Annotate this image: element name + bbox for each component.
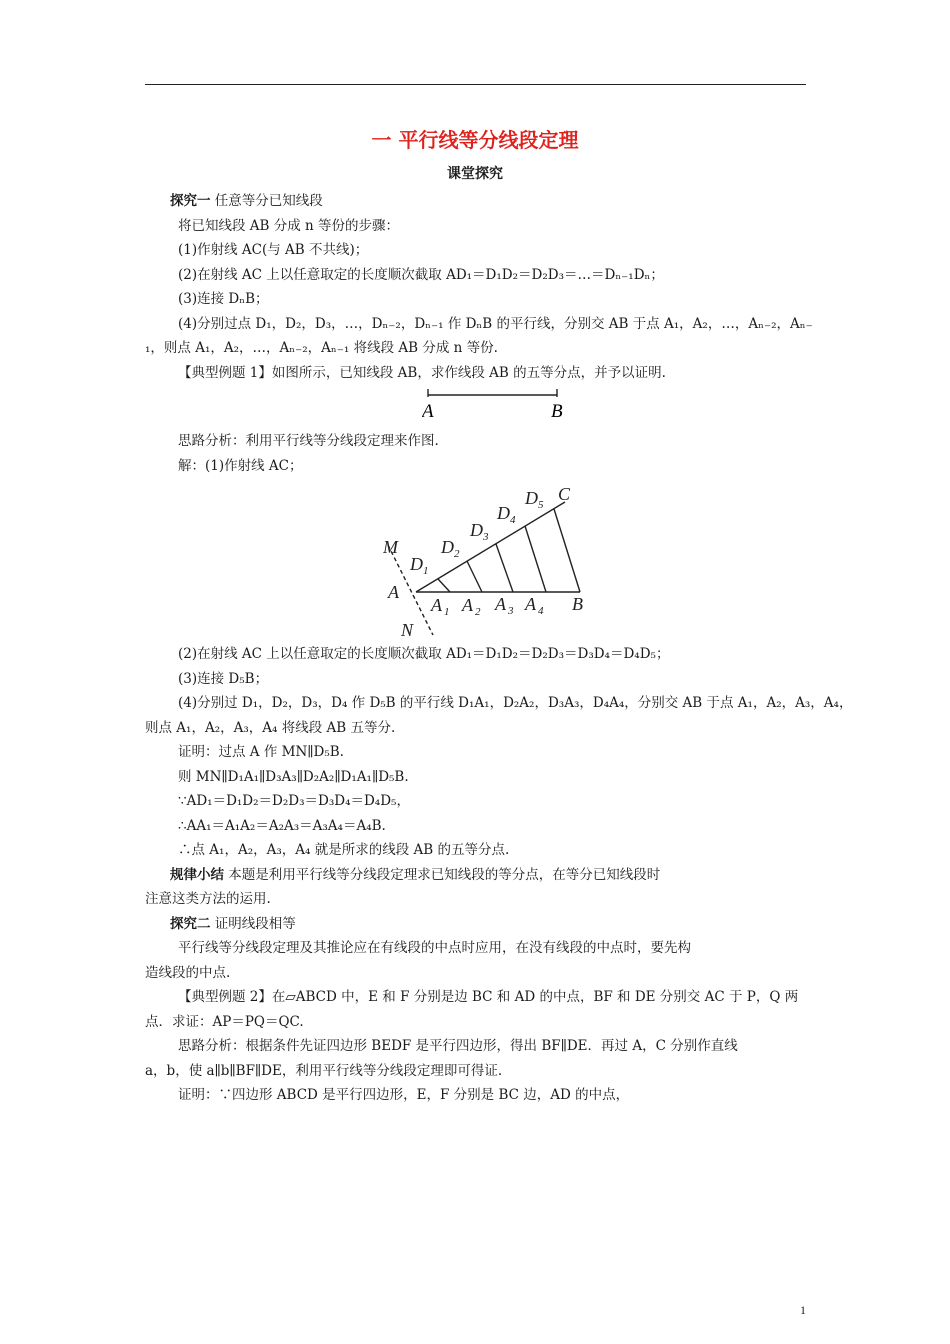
line-text: 证明：∵四边形 ABCD 是平行四边形，E，F 分别是 BC 边，AD 的中点， (178, 1087, 630, 1103)
line-text: (4)分别过 D₁，D₂，D₃，D₄ 作 D₅B 的平行线 D₁A₁，D₂A₂，D₃A₃，D₄A₄，分别交 AB 于点 A₁，A₂，A₃，A₄， (178, 695, 853, 711)
line-text: a，b，使 a∥b∥BF∥DE，利用平行线等分线段定理即可得证. (145, 1062, 503, 1079)
page-title: 一 平行线等分线段定理 (371, 128, 579, 152)
label-a: A (422, 401, 434, 422)
segment-d3a3 (496, 544, 513, 592)
text-line (170, 667, 810, 692)
text-line (170, 312, 813, 337)
figure-segment-ab (422, 389, 572, 425)
line-text: 注意这类方法的运用. (145, 891, 271, 907)
label-d3-sub: 3 (483, 531, 489, 543)
section-heading-line (170, 863, 810, 888)
line-text: 本题是利用平行线等分线段定理求已知线段的等分点，在等分已知线段时 (224, 866, 661, 883)
section-subtitle: 课堂探究 (447, 166, 503, 182)
segment-d1a1 (438, 579, 450, 592)
line-text: 思路分析：根据条件先证四边形 BEDF 是平行四边形，得出 BF∥DE．再过 A，C 分别作直线 (178, 1038, 738, 1054)
text-line (170, 214, 810, 239)
text-line (170, 789, 810, 814)
text-line (170, 361, 810, 386)
label-a1: A (431, 595, 442, 615)
line-text: 造线段的中点. (145, 964, 231, 981)
line-text: (2)在射线 AC 上以任意取定的长度顺次截取 AD₁＝D₁D₂＝D₂D₃＝…＝Dₙ₋₁Dₙ； (178, 266, 664, 283)
text-line (170, 642, 810, 667)
text-line (170, 814, 810, 839)
line-text: 平行线等分线段定理及其推论应在有线段的中点时应用，在没有线段的中点时，要先构 (178, 940, 691, 956)
text-line (145, 887, 810, 912)
label-d2-sub: 2 (454, 548, 460, 560)
text-line (170, 765, 810, 790)
line-text: ∴点 A₁，A₂，A₃，A₄ 就是所求的线段 AB 的五等分点. (178, 842, 510, 858)
bold-label: 探究二 (170, 915, 211, 932)
text-line (170, 985, 810, 1010)
line-text: (1)作射线 AC(与 AB 不共线)； (178, 242, 369, 258)
text-line (145, 961, 810, 986)
label-a2-sub: 2 (475, 606, 481, 618)
label-a2: A (462, 595, 473, 615)
line-text: 则点 A₁，A₂，A₃，A₄ 将线段 AB 五等分. (145, 719, 396, 736)
label-a1-sub: 1 (444, 606, 450, 618)
label-d1: D (410, 554, 423, 574)
text-line (145, 1059, 810, 1084)
line-text: 则 MN∥D₁A₁∥D₃A₃∥D₂A₂∥D₁A₁∥D₅B. (178, 768, 409, 785)
text-line (170, 238, 810, 263)
label-a4-sub: 4 (538, 605, 544, 617)
line-text: (2)在射线 AC 上以任意取定的长度顺次截取 AD₁＝D₁D₂＝D₂D₃＝D₃D₄＝D₄D₅； (178, 646, 670, 662)
line-text: (3)连接 DₙB； (178, 291, 269, 307)
label-d5: D (525, 488, 538, 508)
bold-label: 探究一 (170, 193, 211, 209)
text-line (170, 838, 810, 863)
text-line (170, 1034, 810, 1059)
segment-d4a4 (525, 526, 546, 592)
text-line (170, 936, 810, 961)
section-heading-line (170, 189, 810, 214)
line-text: 点．求证：AP＝PQ＝QC. (145, 1013, 304, 1030)
label-d4: D (497, 503, 510, 523)
text-line (145, 1010, 810, 1035)
label-b: B (572, 594, 583, 614)
text-line (145, 716, 810, 741)
page-number: 1 (800, 1303, 806, 1317)
label-m: M (383, 537, 398, 557)
line-text: 将已知线段 AB 分成 n 等份的步骤： (178, 217, 400, 234)
section-heading-line (170, 912, 810, 937)
label-d4-sub: 4 (510, 514, 516, 526)
label-c: C (558, 484, 571, 504)
segment-d5b (554, 509, 580, 592)
label-b: B (551, 401, 563, 422)
ray-ac (416, 502, 565, 592)
text-line (170, 263, 810, 288)
text-line (170, 454, 810, 479)
text-line (170, 740, 810, 765)
line-text: ∴AA₁＝A₁A₂＝A₂A₃＝A₃A₄＝A₄B. (178, 817, 386, 834)
line-text: 【典型例题 2】在▱ABCD 中，E 和 F 分别是边 BC 和 AD 的中点，BF 和 DE 分别交 AC 于 P，Q 两 (178, 989, 799, 1005)
segment-d2a2 (467, 561, 482, 592)
label-d2: D (441, 537, 454, 557)
line-text: 证明线段相等 (210, 915, 296, 932)
document-body (145, 189, 853, 1108)
line-text: ₁，则点 A₁，A₂，…，Aₙ₋₂，Aₙ₋₁ 将线段 AB 分成 n 等份. (145, 340, 498, 356)
line-text: ∵AD₁＝D₁D₂＝D₂D₃＝D₃D₄＝D₄D₅， (178, 793, 410, 809)
line-text: 思路分析：利用平行线等分线段定理来作图. (178, 433, 439, 449)
label-d1-sub: 1 (423, 565, 429, 577)
text-line (170, 287, 810, 312)
label-a3: A (495, 594, 506, 614)
line-text: 证明：过点 A 作 MN∥D₅B. (178, 744, 344, 760)
label-a: A (388, 582, 399, 602)
line-text: 任意等分已知线段 (210, 193, 323, 209)
label-a3-sub: 3 (508, 605, 514, 617)
text-line (145, 336, 810, 361)
line-text: (4)分别过点 D₁，D₂，D₃，…，Dₙ₋₂，Dₙ₋₁ 作 DₙB 的平行线，分别交 AB 于点 A₁，A₂，…，Aₙ₋₂，Aₙ₋ (178, 315, 813, 332)
figure-five-equal-parts (383, 480, 583, 640)
header-rule (145, 84, 806, 85)
label-d5-sub: 5 (538, 499, 544, 511)
text-line (170, 1083, 810, 1108)
text-line (170, 429, 810, 454)
line-text: 解：(1)作射线 AC； (178, 457, 303, 474)
bold-label: 规律小结 (170, 866, 224, 883)
label-n: N (401, 620, 414, 640)
label-d3: D (470, 520, 483, 540)
line-text: (3)连接 D₅B； (178, 670, 269, 687)
text-line (170, 691, 853, 716)
line-text: 【典型例题 1】如图所示，已知线段 AB，求作线段 AB 的五等分点，并予以证明. (178, 364, 666, 381)
label-a4: A (525, 594, 536, 614)
